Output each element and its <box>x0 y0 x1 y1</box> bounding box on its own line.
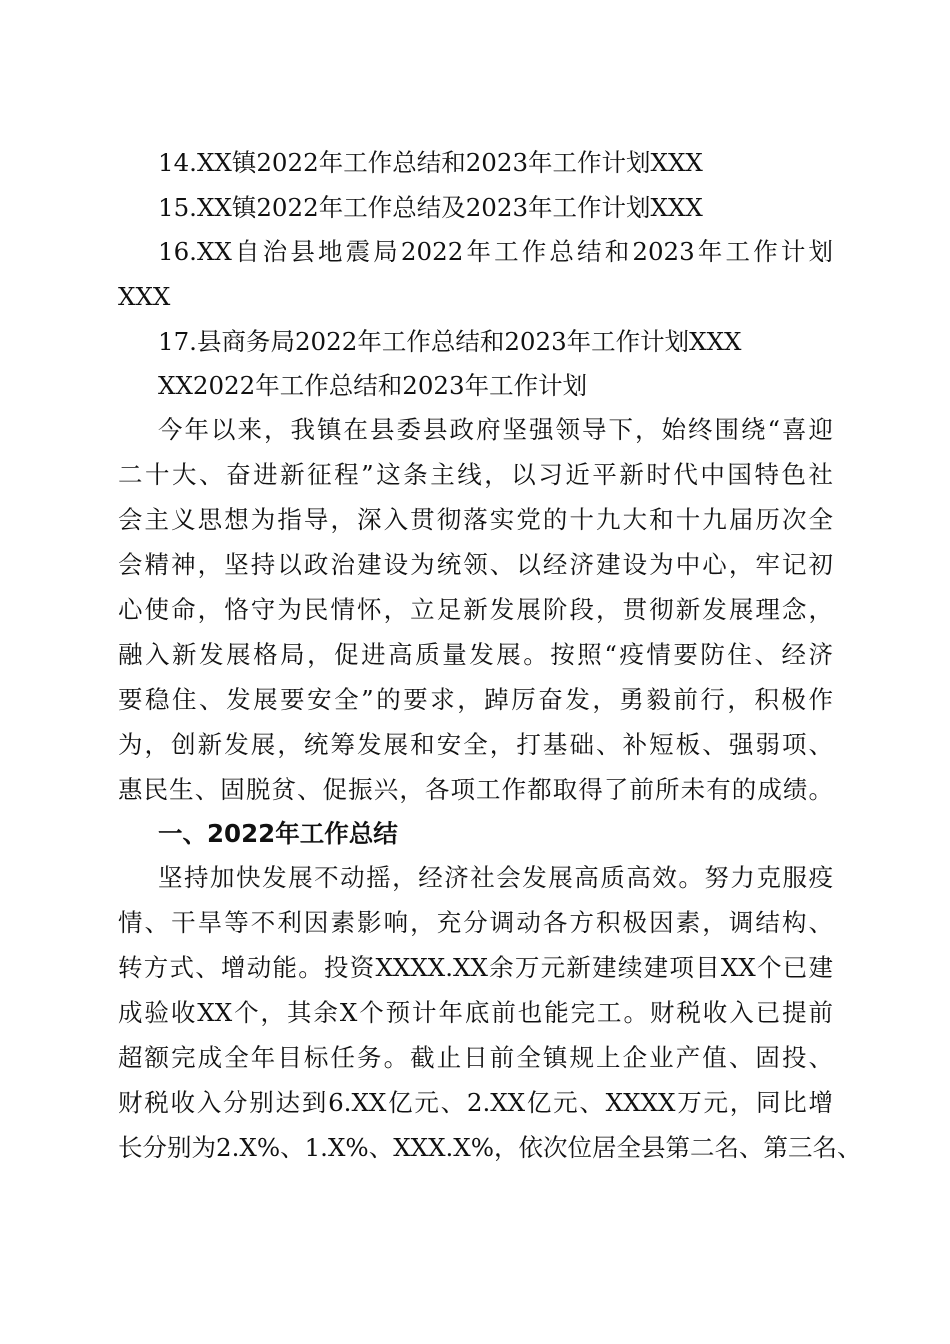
intro-line-9: 惠民生、固脱贫、促振兴，各项工作都取得了前所未有的成绩。 <box>118 775 833 804</box>
list-item-15: 15.XX镇2022年工作总结及2023年工作计划XXX <box>158 193 703 222</box>
intro-line-8: 为，创新发展，统筹发展和安全，打基础、补短板、强弱项、 <box>118 730 833 759</box>
body-line-3: 转方式、增动能。投资XXXX.XX余万元新建续建项目XX个已建 <box>118 953 833 982</box>
body-line-1: 坚持加快发展不动摇，经济社会发展高质高效。努力克服疫 <box>158 863 833 892</box>
body-line-2: 情、干旱等不利因素影响，充分调动各方积极因素，调结构、 <box>118 908 833 937</box>
body-line-7: 长分别为2.X%、1.X%、XXX.X%，依次位居全县第二名、第三名、 <box>118 1133 862 1162</box>
section-heading: 一、2022年工作总结 <box>158 819 398 848</box>
intro-line-1: 今年以来，我镇在县委县政府坚强领导下，始终围绕“喜迎 <box>158 415 833 444</box>
list-item-14: 14.XX镇2022年工作总结和2023年工作计划XXX <box>158 148 703 177</box>
intro-line-4: 会精神，坚持以政治建设为统领、以经济建设为中心，牢记初 <box>118 550 833 579</box>
list-item-16-continuation: XXX <box>118 282 171 311</box>
list-item-17: 17.县商务局2022年工作总结和2023年工作计划XXX <box>158 327 742 356</box>
body-line-5: 超额完成全年目标任务。截止日前全镇规上企业产值、固投、 <box>118 1043 833 1072</box>
intro-line-6: 融入新发展格局，促进高质量发展。按照“疫情要防住、经济 <box>118 640 833 669</box>
intro-line-5: 心使命，恪守为民情怀，立足新发展阶段，贯彻新发展理念， <box>118 595 833 624</box>
intro-line-7: 要稳住、发展要安全”的要求，踔厉奋发，勇毅前行，积极作 <box>118 685 833 714</box>
intro-line-3: 会主义思想为指导，深入贯彻落实党的十九大和十九届历次全 <box>118 505 833 534</box>
body-line-4: 成验收XX个，其余X个预计年底前也能完工。财税收入已提前 <box>118 998 833 1027</box>
document-title: XX2022年工作总结和2023年工作计划 <box>158 371 588 400</box>
intro-line-2: 二十大、奋进新征程”这条主线，以习近平新时代中国特色社 <box>118 460 833 489</box>
list-item-16: 16.XX自治县地震局2022年工作总结和2023年工作计划 <box>158 237 833 266</box>
body-line-6: 财税收入分别达到6.XX亿元、2.XX亿元、XXXX万元，同比增 <box>118 1088 833 1117</box>
